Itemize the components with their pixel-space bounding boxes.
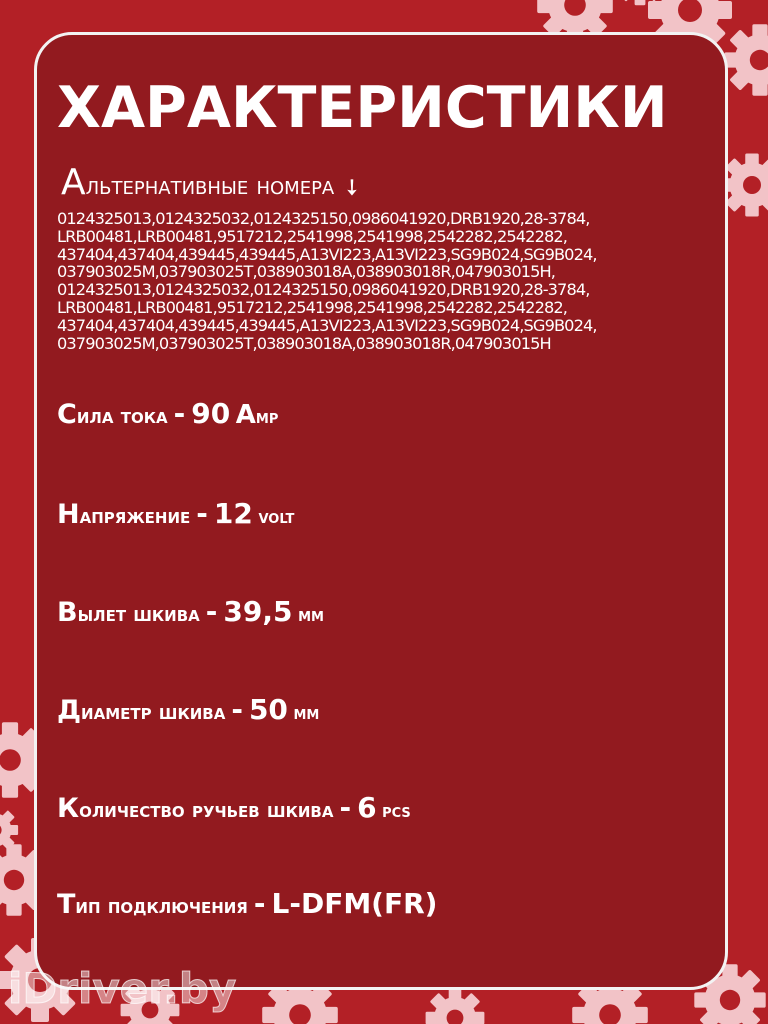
spec-value: 39,5	[223, 595, 293, 628]
spec-label: апряжение	[79, 504, 191, 528]
spec-pulley-grooves	[57, 791, 411, 824]
alternative-numbers-line: 437404,437404,439445,439445,A13VI223,A13VI223,SG9B024,SG9B024,	[57, 315, 597, 335]
alternative-numbers-line: 037903025M,037903025T,038903018A,038903018R,047903015H,	[57, 262, 556, 282]
alternative-numbers-list	[57, 210, 721, 352]
spec-unit: volt	[258, 507, 295, 528]
spec-label-initial: С	[57, 399, 77, 430]
alternative-numbers-line: LRB00481,LRB00481,9517212,2541998,2541998,2542282,2542282,	[57, 297, 568, 317]
alternative-numbers-heading-rest: льтернативные номера	[85, 171, 335, 201]
spec-value: L-DFM(FR)	[271, 887, 438, 920]
spec-separator: -	[173, 397, 186, 430]
spec-label-initial: Т	[57, 889, 76, 920]
spec-value: 6	[357, 791, 377, 824]
spec-separator: -	[205, 595, 218, 628]
page-title: ХАРАКТЕРИСТИКИ	[57, 75, 668, 141]
watermark-logo: iDriver.by	[8, 964, 237, 1013]
spec-unit: мм	[293, 703, 320, 724]
spec-unit: мм	[298, 605, 324, 626]
spec-unit-initial: А	[235, 400, 256, 430]
alternative-numbers-line: 437404,437404,439445,439445,A13VI223,A13VI223,SG9B024,SG9B024,	[57, 244, 597, 264]
alternative-numbers-line: 037903025M,037903025T,038903018A,038903018R,047903015H	[57, 333, 551, 353]
spec-separator: -	[196, 497, 208, 530]
spec-label: оличество ручьев шкива	[79, 798, 334, 822]
alternative-numbers-line: 0124325013,0124325032,0124325150,0986041920,DRB1920,28-3784,	[57, 280, 590, 300]
alternative-numbers-line: 0124325013,0124325032,0124325150,0986041920,DRB1920,28-3784,	[57, 209, 590, 228]
arrow-down-right-icon: ➘	[336, 172, 368, 204]
spec-label: ила тока	[76, 404, 168, 428]
spec-unit: pcs	[382, 801, 411, 822]
spec-voltage	[57, 497, 294, 530]
spec-separator: -	[231, 693, 243, 726]
spec-value: 12	[213, 497, 253, 530]
spec-current	[57, 397, 278, 430]
spec-connection-type	[57, 887, 437, 920]
spec-label-initial: Д	[57, 695, 82, 726]
spec-value: 90	[191, 397, 231, 430]
spec-label-initial: К	[57, 793, 80, 824]
spec-label: ип подключения	[75, 894, 248, 918]
spec-label: ылет шкива	[77, 602, 200, 626]
spec-separator: -	[339, 791, 352, 824]
spec-pulley-diameter	[57, 693, 319, 726]
spec-label-initial: Н	[57, 499, 80, 530]
alternative-numbers-heading	[61, 162, 368, 206]
specifications-card	[34, 32, 728, 990]
spec-pulley-offset	[57, 595, 324, 628]
spec-unit: мр	[255, 407, 279, 428]
spec-label: иаметр шкива	[81, 700, 226, 724]
spec-value: 50	[248, 693, 288, 726]
alternative-numbers-line: LRB00481,LRB00481,9517212,2541998,2541998,2542282,2542282,	[57, 226, 568, 246]
alternative-numbers-heading-initial: А	[61, 162, 86, 203]
spec-label-initial: В	[57, 597, 78, 628]
spec-separator: -	[253, 887, 266, 920]
